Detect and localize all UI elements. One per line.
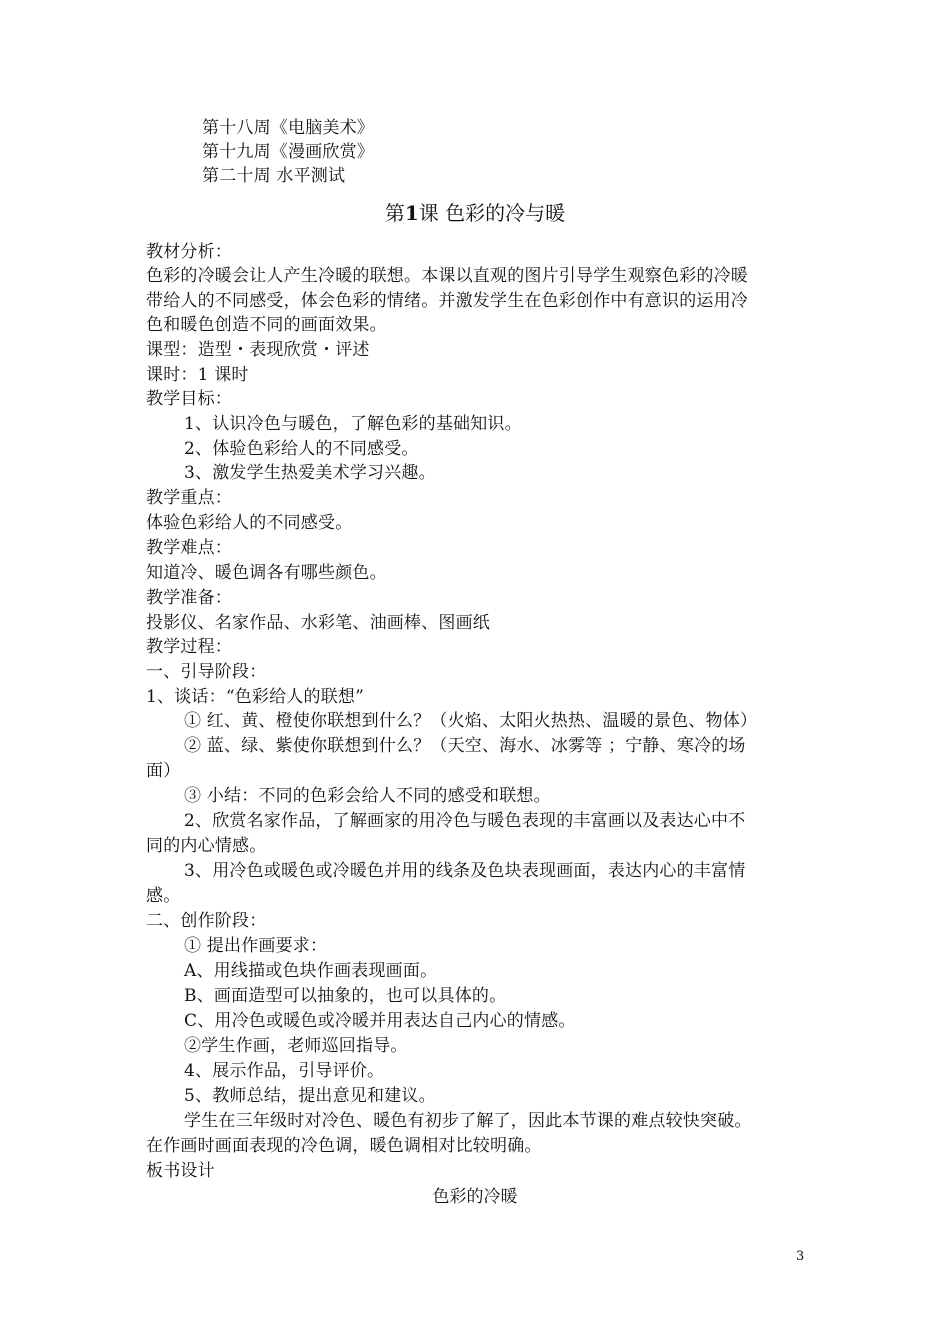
prep-text: 投影仪、名家作品、水彩笔、油画棒、图画纸 [146,613,490,633]
talk-line: 1、谈话：“色彩给人的联想” [146,687,364,707]
requirement-c: C、用冷色或暖色或冷暖并用表达自己内心的情感。 [184,1011,576,1031]
lesson-title-suffix: 课 色彩的冷与暖 [418,201,566,225]
analysis-line-3: 色和暖色创造不同的画面效果。 [146,315,387,335]
step-3-line-1: 3、用冷色或暖色或冷暖色并用的线条及色块表现画面，表达内心的丰富情 [184,861,746,881]
schedule-week-20: 第二十周 水平测试 [202,166,346,186]
key-point-text: 体验色彩给人的不同感受。 [146,513,353,533]
process-heading: 教学过程： [146,637,232,657]
lesson-hours: 课时：1 课时 [146,365,249,385]
requirement-a: A、用线描或色块作画表现画面。 [184,961,438,981]
reflection-line-2: 在作画时画面表现的冷色调，暖色调相对比较明确。 [146,1136,542,1156]
schedule-week-18: 第十八周《电脑美术》 [202,118,374,138]
student-drawing-step: ②学生作画，老师巡回指导。 [184,1036,408,1056]
analysis-heading: 教材分析： [146,242,232,262]
requirement-b: B、画面造型可以抽象的，也可以具体的。 [184,986,507,1006]
step-5: 5、教师总结，提出意见和建议。 [184,1086,436,1106]
stage-1-heading: 一、引导阶段： [146,662,267,682]
reflection-line-1: 学生在三年级时对冷色、暖色有初步了解了，因此本节课的难点较快突破。 [184,1111,752,1131]
lesson-title-prefix: 第 [384,201,405,225]
analysis-line-2: 带给人的不同感受，体会色彩的情绪。并激发学生在色彩创作中有意识的运用冷 [146,291,748,311]
step-2-line-1: 2、欣赏名家作品，了解画家的用冷色与暖色表现的丰富画以及表达心中不 [184,811,746,831]
goal-1: 1、认识冷色与暖色，了解色彩的基础知识。 [184,414,522,434]
key-point-heading: 教学重点： [146,488,232,508]
goals-heading: 教学目标： [146,389,232,409]
question-2-line-1: ② 蓝、绿、紫使你联想到什么？（天空、海水、冰雾等 ；宁静、寒冷的场 [184,736,746,756]
stage-2-heading: 二、创作阶段： [146,911,267,931]
lesson-number: 1 [404,201,419,225]
step-3-line-2: 感。 [146,886,181,906]
question-2-line-2: 面） [146,761,181,781]
page-number: 3 [796,1249,805,1264]
step-2-line-2: 同的内心情感。 [146,836,267,856]
prep-heading: 教学准备： [146,588,232,608]
board-design-title: 色彩的冷暖 [432,1187,518,1207]
question-1: ① 红、黄、橙使你联想到什么？（火焰、太阳火热热、温暖的景色、物体） [184,711,758,731]
goal-2: 2、体验色彩给人的不同感受。 [184,439,419,459]
lesson-title [0,199,950,227]
schedule-week-19: 第十九周《漫画欣赏》 [202,142,374,162]
analysis-line-1: 色彩的冷暖会让人产生冷暖的联想。本课以直观的图片引导学生观察色彩的冷暖 [146,266,748,286]
requirements-heading: ① 提出作画要求： [184,936,328,956]
step-4: 4、展示作品，引导评价。 [184,1061,385,1081]
summary-line: ③ 小结：不同的色彩会给人不同的感受和联想。 [184,786,551,806]
difficulty-text: 知道冷、暖色调各有哪些颜色。 [146,563,387,583]
board-design-heading: 板书设计 [146,1161,215,1181]
difficulty-heading: 教学难点： [146,538,232,558]
goal-3: 3、激发学生热爱美术学习兴趣。 [184,463,436,483]
lesson-type: 课型：造型・表现欣赏・评述 [146,340,370,360]
